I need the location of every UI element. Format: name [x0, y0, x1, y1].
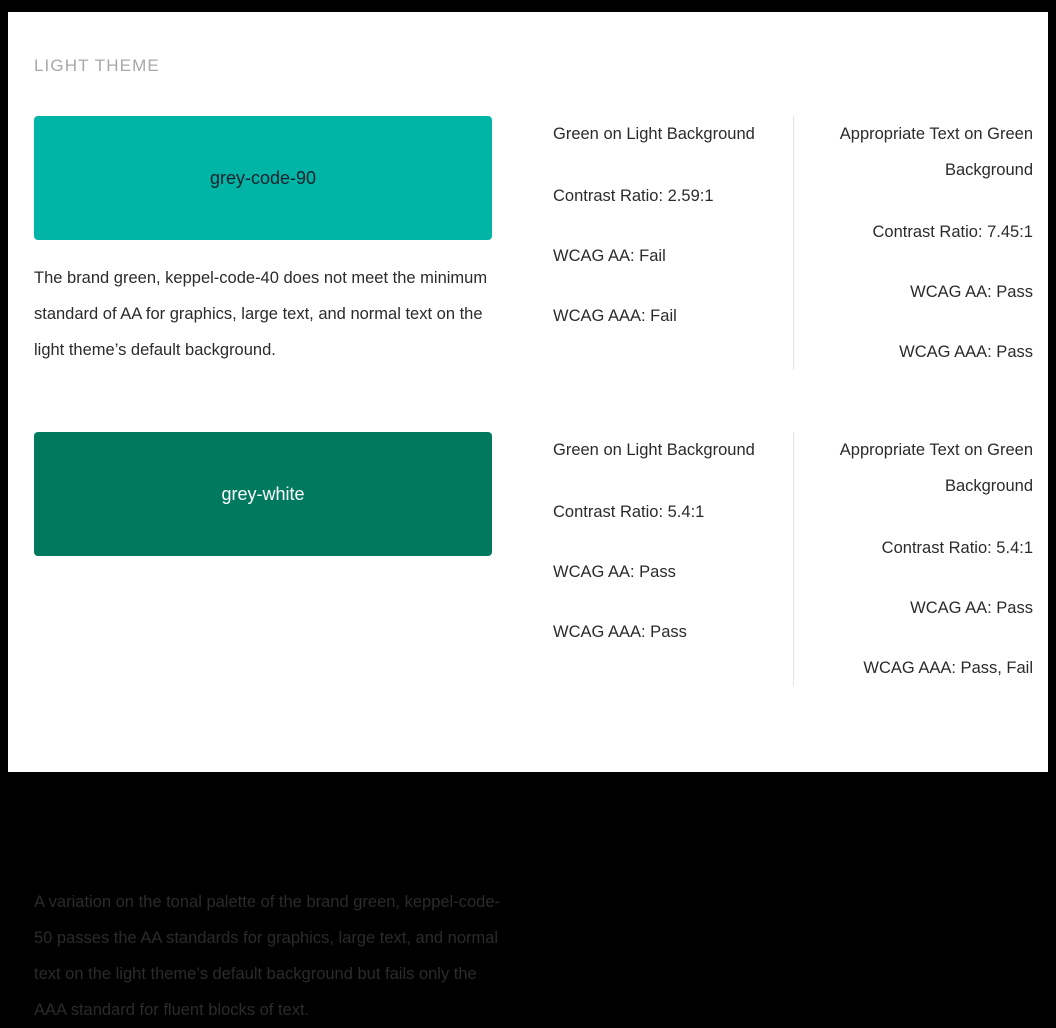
contrast-column-heading: Green on Light Background: [553, 125, 755, 143]
wcag-aaa-result: WCAG AAA: Pass, Fail: [863, 659, 1033, 677]
wcag-aaa-result: WCAG AAA: Fail: [553, 307, 677, 325]
contrast-columns: [553, 432, 1033, 686]
light-theme-page: [8, 12, 1048, 1019]
contrast-column-heading: Appropriate Text on Green Background: [839, 441, 1033, 495]
wcag-aa-result: WCAG AA: Pass: [910, 599, 1033, 617]
wcag-aa-result: WCAG AA: Pass: [553, 563, 676, 581]
wcag-aa-result: WCAG AA: Fail: [553, 247, 666, 265]
contrast-column-right: [793, 432, 1033, 686]
wcag-aaa-result: WCAG AAA: Pass: [553, 623, 687, 641]
contrast-ratio: Contrast Ratio: 5.4:1: [881, 539, 1033, 557]
color-swatch-label: grey-white: [221, 483, 305, 504]
contrast-column-right: [793, 116, 1033, 370]
contrast-column-heading: Green on Light Background: [553, 441, 755, 459]
page-title: LIGHT THEME: [34, 56, 160, 75]
contrast-ratio: Contrast Ratio: 7.45:1: [872, 223, 1033, 241]
color-swatch: [34, 432, 492, 556]
color-description: The brand green, keppel-code-40 does not meet the minimum standard of AA for graphics, large text, and normal text on the light theme’s default background.: [34, 269, 488, 359]
contrast-ratio: Contrast Ratio: 2.59:1: [553, 187, 714, 205]
color-swatch-label: grey-code-90: [209, 167, 317, 188]
contrast-column-heading: Appropriate Text on Green Background: [839, 125, 1033, 179]
contrast-columns: [553, 116, 1033, 370]
color-description: A variation on the tonal palette of the brand green, keppel-code-50 passes the AA standards for graphics, large text, and normal text on the light theme’s default background but fails only the AAA standard for fluent blocks of text.: [34, 893, 500, 1019]
contrast-column-left: [553, 432, 793, 686]
wcag-aa-result: WCAG AA: Pass: [910, 283, 1033, 301]
color-swatch: [34, 116, 492, 240]
wcag-aaa-result: WCAG AAA: Pass: [899, 343, 1033, 361]
contrast-column-left: [553, 116, 793, 370]
contrast-ratio: Contrast Ratio: 5.4:1: [553, 503, 705, 521]
